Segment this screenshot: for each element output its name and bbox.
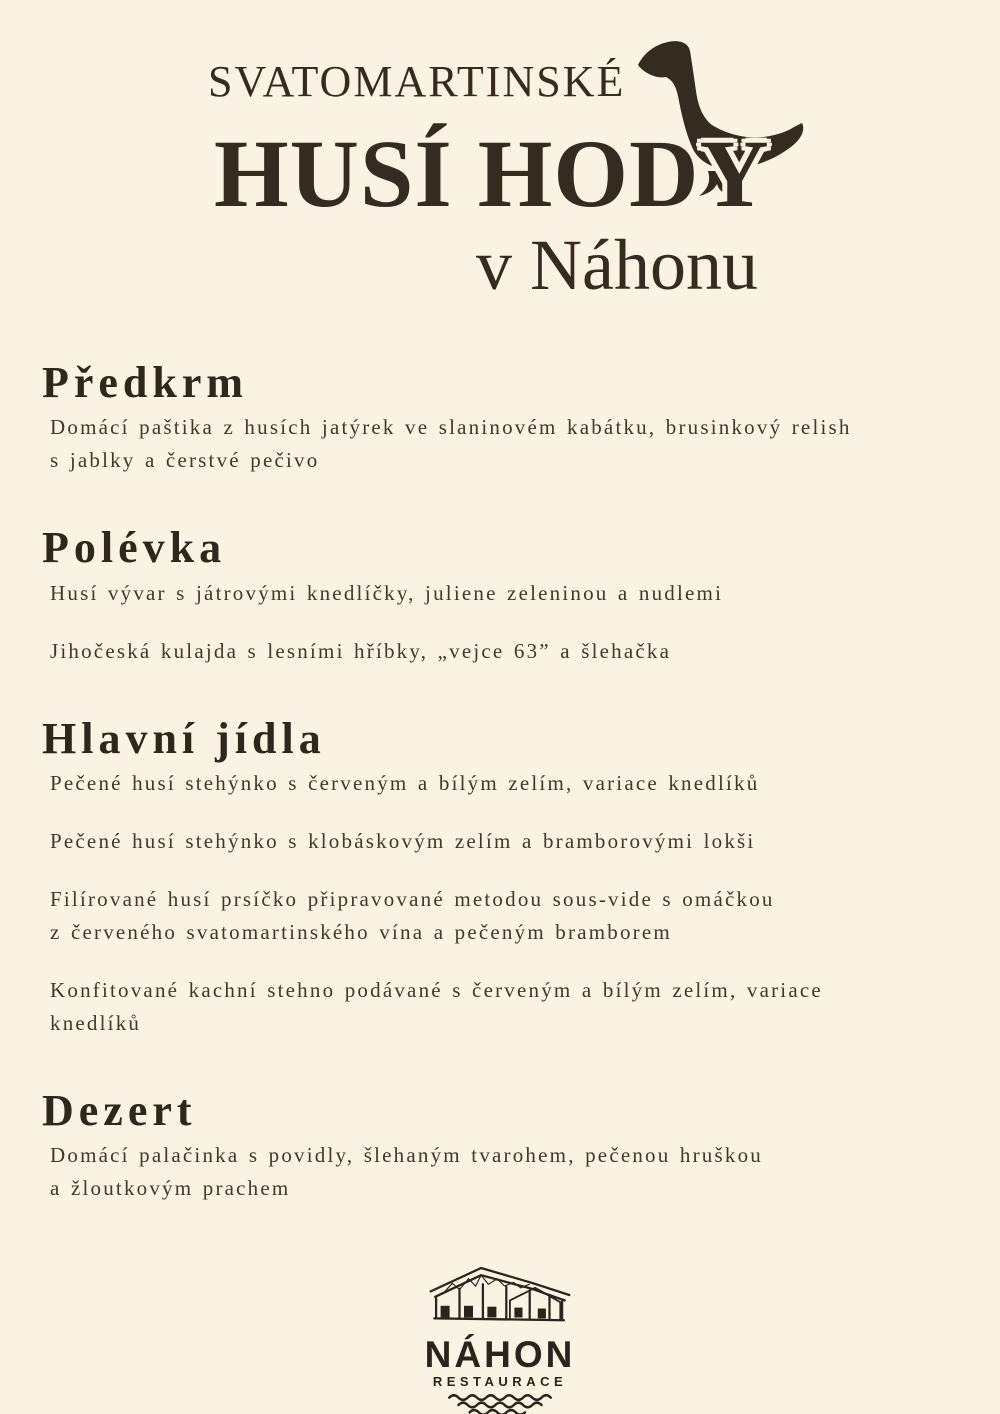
section-predkrm: [42, 358, 950, 477]
menu-item: [50, 1139, 950, 1205]
logo-name: NÁHON: [424, 1334, 576, 1376]
menu-title: [214, 120, 770, 227]
menu-item: [50, 411, 950, 477]
menu-item-line: Filírované husí prsíčko připravované metodou sous-vide s omáčkou: [50, 886, 775, 911]
menu-item: [50, 635, 950, 668]
menu-item: [50, 974, 950, 1040]
menu-item-line: Konfitované kachní stehno podávané s červeným a bílým zelím, variace: [50, 977, 823, 1002]
menu-item-line: a žloutkovým prachem: [50, 1176, 291, 1201]
menu-item-line: knedlíků: [50, 1010, 142, 1035]
menu-item: [50, 767, 950, 800]
menu-item-line: Domácí paštika z husích jatýrek ve slaninovém kabátku, brusinkový relish: [50, 415, 852, 440]
menu-item: [50, 883, 950, 949]
menu-content: [0, 358, 1000, 1205]
water-waves-icon: [437, 1393, 563, 1414]
menu-item-line: Domácí palačinka s povidly, šlehaným tvarohem, pečenou hruškou: [50, 1143, 763, 1168]
menu-title-letter-y: Y: [699, 120, 770, 227]
menu-item-line: Pečené husí stehýnko s klobáskovým zelím a bramborovými lokši: [50, 828, 756, 853]
menu-item-line: Jihočeská kulajda s lesními hříbky, „vejce 63” a šlehačka: [50, 638, 672, 663]
menu-header: [0, 0, 1000, 318]
menu-subtitle: v Náhonu: [476, 225, 758, 305]
menu-kicker: SVATOMARTINSKÉ: [208, 57, 626, 106]
section-heading: Polévka: [42, 523, 227, 573]
section-polevka: [42, 523, 950, 667]
restaurant-building-icon: [415, 1259, 585, 1331]
section-heading: Dezert: [42, 1085, 197, 1135]
section-heading: Předkrm: [42, 358, 249, 407]
logo-subtitle: RESTAURACE: [432, 1374, 568, 1390]
menu-item-line: Husí vývar s játrovými knedlíčky, juliene zeleninou a nudlemi: [50, 580, 724, 605]
menu-title-text: HUSÍ HOD: [214, 120, 700, 227]
menu-item-line: Pečené husí stehýnko s červeným a bílým zelím, variace knedlíků: [50, 770, 760, 795]
section-hlavni-jidla: [42, 714, 950, 1040]
menu-item: [50, 825, 950, 858]
menu-item-line: s jablky a čerstvé pečivo: [50, 448, 320, 473]
menu-item: [50, 577, 950, 610]
restaurant-logo: [380, 1259, 620, 1414]
section-dezert: [42, 1086, 950, 1205]
section-heading: Hlavní jídla: [42, 713, 326, 763]
menu-item-line: z červeného svatomartinského vína a pečeným bramborem: [50, 919, 672, 944]
